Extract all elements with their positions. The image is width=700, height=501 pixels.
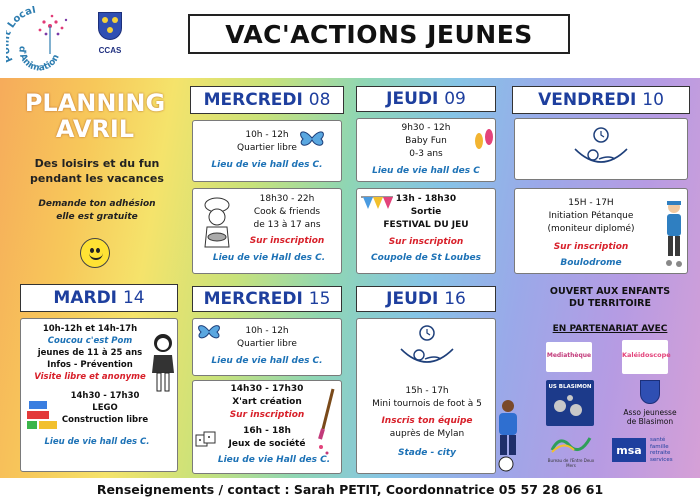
event-time: 14h30 - 17h30 [230, 384, 304, 394]
partner-logo-mediatheque [546, 342, 592, 372]
open-line-2: DU TERRITOIRE [569, 298, 651, 309]
day-number: 09 [444, 89, 466, 109]
dice-icon [195, 431, 217, 451]
adhesion-line-2: elle est gratuite [56, 212, 138, 222]
day-header-mardi-14 [20, 284, 178, 312]
event-time: 15h - 17h [405, 386, 449, 396]
bunting-icon [361, 195, 393, 213]
butterfly-icon [195, 321, 223, 341]
swirl-icon [546, 432, 596, 454]
event-time: 10h - 12h [245, 130, 289, 140]
event-title: Baby Fun [405, 136, 447, 146]
event-card-mer15-art [192, 380, 342, 474]
adhesion-line-1: Demande ton adhésion [38, 199, 156, 209]
day-number: 10 [642, 90, 664, 110]
event-note: Sur inscription [553, 242, 629, 252]
event-card-ven10-petanque [514, 188, 688, 274]
event-place: Coupole de St Loubes [371, 253, 481, 263]
event-title-2: LEGO [92, 403, 118, 413]
event-card-ven10-baby [514, 118, 688, 180]
adhesion-note [14, 198, 180, 224]
event-title: Quartier libre [237, 143, 297, 153]
day-header-mercredi-15 [192, 286, 342, 312]
planning-heading [14, 90, 176, 142]
partner-name-line-2: de Blasimon [626, 417, 674, 426]
event-note: Sur inscription [229, 410, 305, 420]
tagline-line-1: Des loisirs et du fun [34, 157, 160, 170]
event-time: 10h-12h et 14h-17h [42, 324, 138, 334]
planning-line-1: PLANNING [24, 89, 166, 117]
event-card-mer08-cook [192, 188, 342, 274]
day-number: 16 [444, 289, 466, 309]
event-ages: de 13 à 17 ans [253, 220, 321, 230]
partner-name: Mediathèque [546, 352, 592, 359]
event-title: Coucou c'est Pom [47, 336, 133, 346]
girl-icon [149, 331, 177, 395]
event-subtitle: Infos - Prévention [47, 360, 133, 370]
partner-logo-asso-jeunesse [612, 380, 688, 430]
ccas-logo [94, 12, 126, 70]
pla-logo [6, 6, 86, 74]
day-number: 08 [308, 90, 331, 110]
event-ages: 0-3 ans [409, 149, 443, 159]
event-note: Sur inscription [249, 236, 325, 246]
partner-name-line-4: services [650, 456, 673, 463]
event-card-jeu09-babyfun [356, 118, 496, 182]
event-place: Lieu de vie hall des C [372, 166, 480, 176]
paintbrush-icon [315, 385, 339, 461]
smiley-icon [80, 238, 110, 268]
event-time: 9h30 - 12h [401, 123, 451, 133]
blason-icon [640, 380, 660, 404]
petanque-balls-icon [546, 390, 594, 420]
event-title: Initiation Pétanque [548, 211, 634, 221]
day-name: MERCREDI [203, 289, 303, 309]
open-to-children-note [530, 286, 690, 310]
event-title: X'art création [232, 397, 302, 407]
event-subtitle-2: Construction libre [61, 415, 149, 425]
event-time: 13h - 18h30 [395, 194, 457, 204]
day-number: 15 [308, 289, 331, 309]
partner-name: Bureau de l'Entre Deux Mers [547, 458, 595, 468]
partner-name-line-2: famille [650, 443, 669, 450]
event-note: Sur inscription [388, 237, 464, 247]
contact-line: Renseignements / contact : Sarah PETIT, Coordonnatrice 05 57 28 06 61 [96, 482, 604, 497]
event-time-2: 14h30 - 17h30 [70, 391, 140, 401]
page-title: VAC'ACTIONS JEUNES [225, 19, 533, 49]
partner-logo-msa [612, 436, 690, 464]
event-place: Stade - city [398, 448, 456, 458]
event-card-mer08-quartier [192, 120, 342, 182]
footer [0, 478, 700, 501]
event-title: Quartier libre [237, 339, 297, 349]
lego-bricks-icon [25, 397, 59, 431]
partner-name-line-1: santé [650, 437, 666, 443]
partner-logo-us-blasimon [546, 380, 594, 426]
partner-name-line-3: retraite [650, 450, 671, 456]
event-place: Boulodrome [560, 258, 622, 268]
event-title-2: Jeux de société [228, 439, 306, 449]
svg-text:d'Animation: d'Animation [16, 45, 62, 74]
ccas-label: CCAS [98, 46, 122, 55]
day-header-jeudi-16 [356, 286, 496, 312]
partner-logo-kaleidoscope [622, 340, 671, 374]
baby-hammock-icon [397, 323, 457, 377]
partner-name: Kaléidoscope [622, 351, 671, 359]
event-card-jeu16-foot [356, 318, 496, 474]
football-player-icon [490, 398, 524, 474]
event-title-2: FESTIVAL DU JEU [383, 220, 469, 230]
event-title: Sortie [410, 207, 442, 217]
day-header-vendredi-10 [512, 86, 690, 114]
event-card-mar14 [20, 318, 178, 472]
event-time: 10h - 12h [245, 326, 289, 336]
event-place: Lieu de vie hall des C. [44, 437, 150, 447]
event-card-mer15-quartier [192, 318, 342, 376]
partner-name: US BLASIMON [548, 384, 592, 390]
event-place: Lieu de vie hall des C. [211, 356, 323, 366]
tagline [14, 156, 180, 186]
planning-line-2: AVRIL [55, 115, 135, 143]
day-name: VENDREDI [538, 90, 637, 110]
event-place: Lieu de vie Hall des C. [212, 253, 326, 263]
open-line-1: OUVERT AUX ENFANTS [549, 286, 671, 297]
event-ages: jeunes de 11 à 25 ans [37, 348, 143, 358]
petanque-player-icon [661, 197, 687, 269]
event-time: 18h30 - 22h [259, 194, 315, 204]
day-name: MERCREDI [203, 90, 303, 110]
partners-heading: EN PARTENARIAT AVEC [552, 324, 668, 334]
event-title: Cook & friends [253, 207, 321, 217]
baby-feet-icon [473, 125, 495, 151]
baby-hammock-icon [571, 125, 631, 175]
day-name: JEUDI [386, 89, 439, 109]
event-subtitle: auprès de Mylan [389, 429, 465, 439]
event-place: Lieu de vie Hall des C. [217, 455, 331, 465]
day-header-mercredi-08 [190, 86, 344, 114]
msa-icon: msa [612, 438, 646, 462]
day-number: 14 [122, 288, 145, 308]
day-name: MARDI [53, 288, 118, 308]
tagline-line-2: pendant les vacances [30, 172, 164, 185]
event-note: Inscris ton équipe [381, 416, 473, 426]
chef-icon [199, 197, 237, 249]
event-subtitle: (moniteur diplomé) [547, 224, 635, 234]
event-note: Visite libre et anonyme [34, 372, 146, 382]
event-card-jeu09-festival [356, 188, 496, 274]
event-time: 15H - 17H [568, 198, 614, 208]
partner-logo-bureau [546, 432, 596, 466]
event-place: Lieu de vie hall des C. [211, 160, 323, 170]
event-time-2: 16h - 18h [243, 426, 291, 436]
page-title-box [188, 14, 570, 54]
svg-text:Point Local: Local [6, 6, 37, 31]
partner-name-line-1: Asso jeunesse [623, 408, 677, 417]
blason-icon [98, 12, 122, 40]
day-header-jeudi-09 [356, 86, 496, 112]
butterfly-icon [297, 127, 327, 149]
event-title: Mini tournois de foot à 5 [372, 399, 482, 409]
day-name: JEUDI [386, 289, 439, 309]
